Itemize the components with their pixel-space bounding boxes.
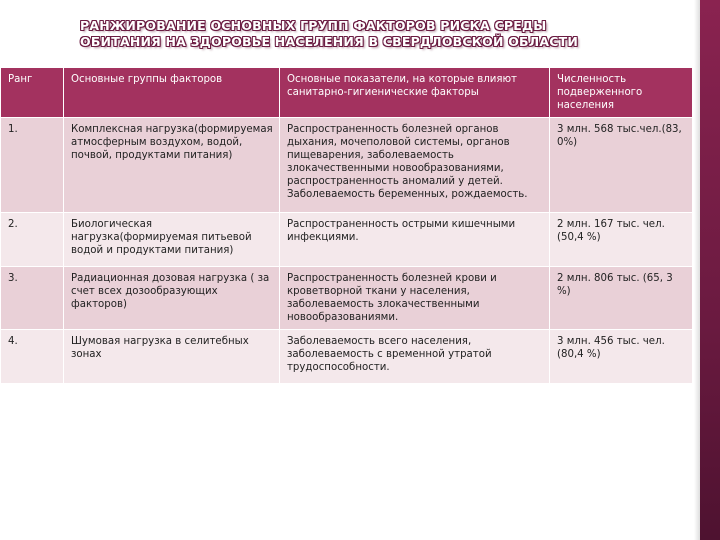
cell-indicators: Распространенность болезней крови и кроветворной ткани у населения, заболеваемость злокачественными новообразованиями.	[280, 267, 550, 330]
header-factor-group: Основные группы факторов	[64, 68, 280, 118]
cell-factor-group: Радиационная дозовая нагрузка ( за счет всех дозообразующих факторов)	[64, 267, 280, 330]
header-indicators: Основные показатели, на которые влияют санитарно-гигиенические факторы	[280, 68, 550, 118]
decorative-side-bar	[700, 0, 720, 540]
table-header-row	[1, 68, 693, 118]
cell-population: 2 млн. 167 тыс. чел. (50,4 %)	[550, 213, 693, 267]
cell-indicators: Заболеваемость всего населения, заболеваемость с временной утратой трудоспособности.	[280, 330, 550, 384]
table-row	[1, 213, 693, 267]
cell-factor-group: Биологическая нагрузка(формируемая питьевой водой и продуктами питания)	[64, 213, 280, 267]
cell-factor-group: Комплексная нагрузка(формируемая атмосферным воздухом, водой, почвой, продуктами питания)	[64, 118, 280, 213]
risk-factors-table	[0, 67, 693, 384]
cell-population: 3 млн. 568 тыс.чел.(83, 0%)	[550, 118, 693, 213]
cell-indicators: Распространенность болезней органов дыхания, мочеполовой системы, органов пищеварения, заболеваемость злокачественными новообразованиями, распространенность аномалий у детей. Заболеваемость беременных, рождаемость.	[280, 118, 550, 213]
table-row	[1, 330, 693, 384]
header-rank: Ранг	[1, 68, 64, 118]
cell-rank: 1.	[1, 118, 64, 213]
side-bar-shade	[694, 0, 700, 540]
cell-rank: 2.	[1, 213, 64, 267]
slide-title: РАНЖИРОВАНИЕ ОСНОВНЫХ ГРУПП ФАКТОРОВ РИСКА СРЕДЫ ОБИТАНИЯ НА ЗДОРОВЬЕ НАСЕЛЕНИЯ В СВЕРДЛОВСКОЙ ОБЛАСТИ	[80, 18, 578, 49]
table-row	[1, 118, 693, 213]
header-population: Численность подверженного населения	[550, 68, 693, 118]
cell-factor-group: Шумовая нагрузка в селитебных зонах	[64, 330, 280, 384]
cell-rank: 4.	[1, 330, 64, 384]
table-row	[1, 267, 693, 330]
cell-population: 2 млн. 806 тыс. (65, 3 %)	[550, 267, 693, 330]
cell-rank: 3.	[1, 267, 64, 330]
cell-indicators: Распространенность острыми кишечными инфекциями.	[280, 213, 550, 267]
cell-population: 3 млн. 456 тыс. чел. (80,4 %)	[550, 330, 693, 384]
